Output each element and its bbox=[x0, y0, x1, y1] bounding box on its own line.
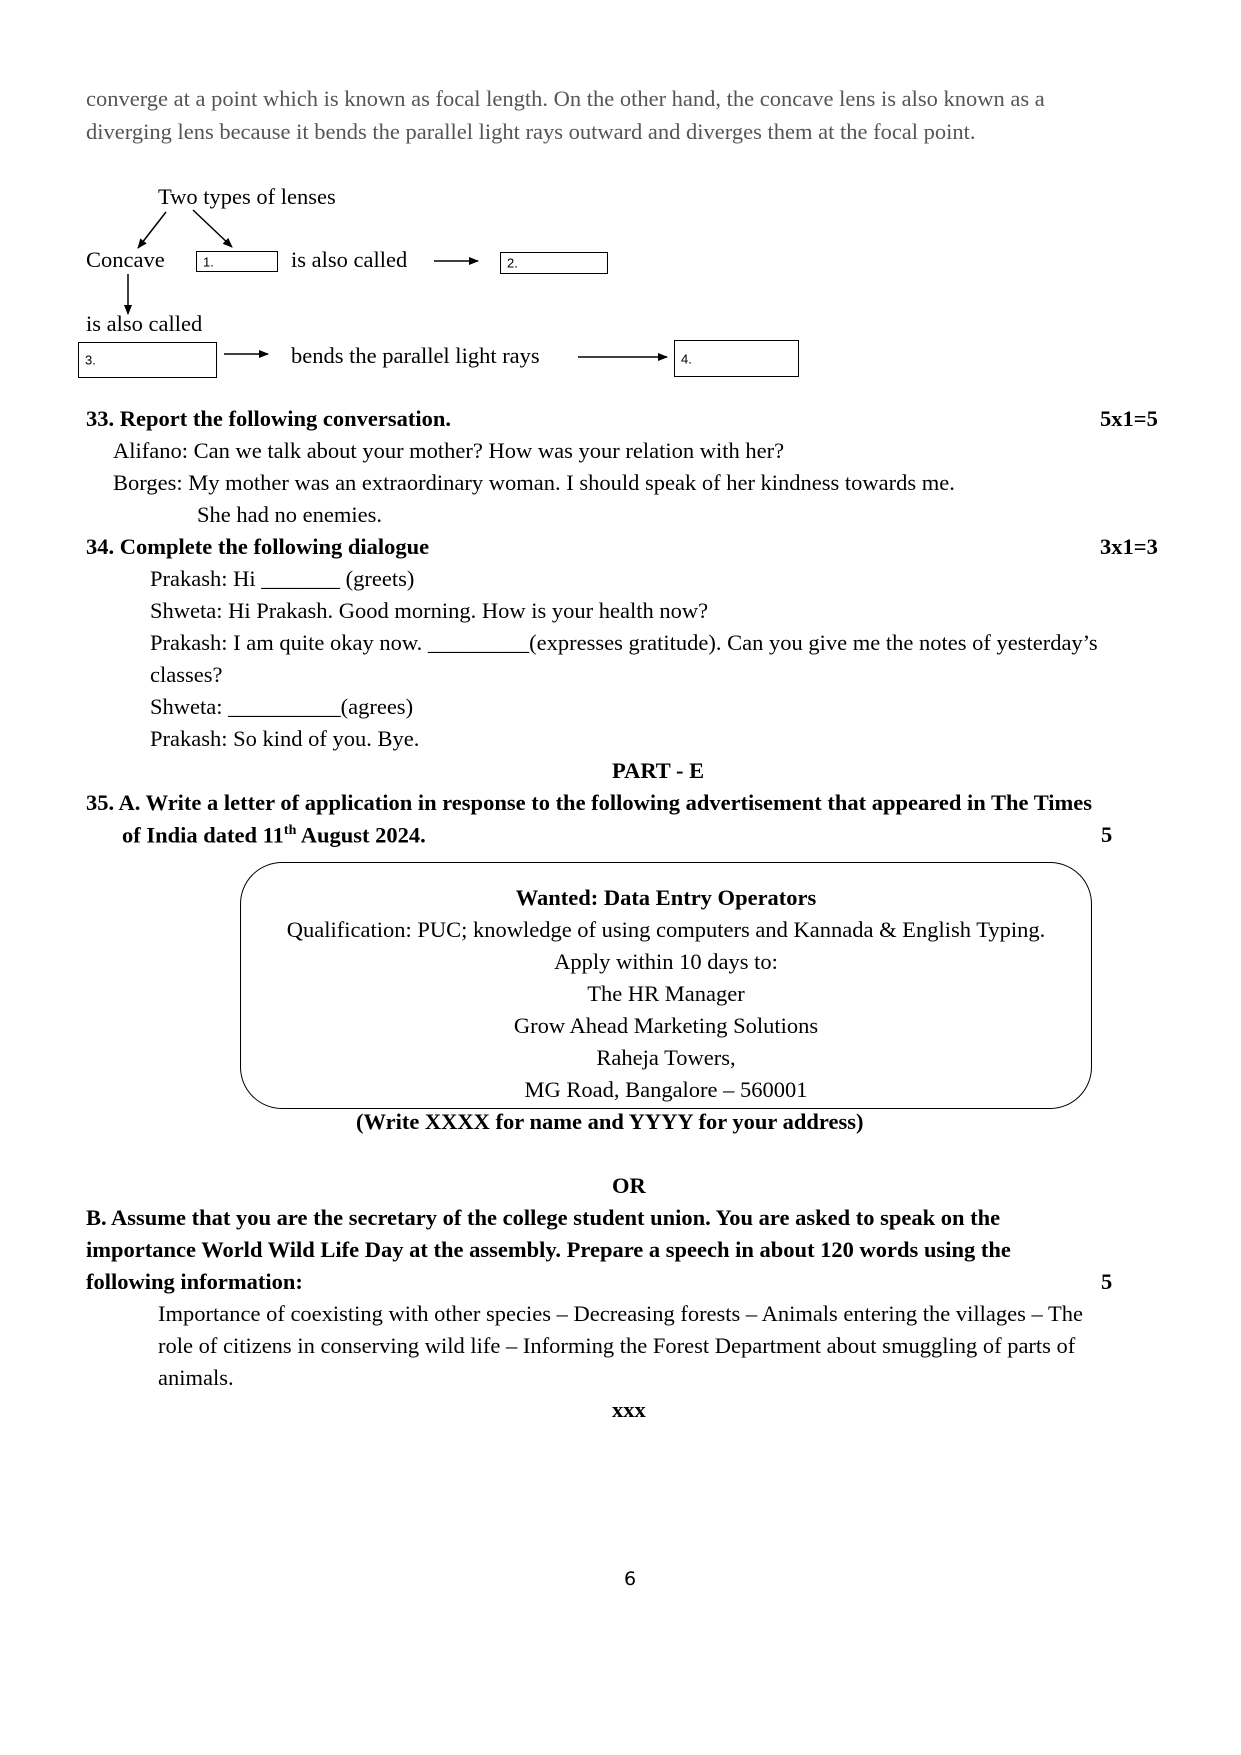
q35b-info-2: role of citizens in conserving wild life – Informing the Forest Department about smuggling of parts of bbox=[158, 1333, 1076, 1358]
q33-line-1: Alifano: Can we talk about your mother? How was your relation with her? bbox=[113, 438, 785, 463]
arrow-to-box-1 bbox=[193, 210, 232, 247]
intro-line-2: diverging lens because it bends the parallel light rays outward and diverges them at the focal point. bbox=[86, 119, 976, 144]
answer-box-2 bbox=[500, 252, 608, 274]
is-also-called-label-1: is also called bbox=[291, 247, 408, 272]
q33-line-3: She had no enemies. bbox=[197, 502, 382, 527]
is-also-called-label-2: is also called bbox=[86, 311, 203, 336]
answer-box-4-label: 4. bbox=[681, 351, 692, 366]
concave-label: Concave bbox=[86, 247, 165, 272]
arrow-to-concave bbox=[138, 212, 166, 248]
q35b-line-2: importance World Wild Life Day at the assembly. Prepare a speech in about 120 words using the bbox=[86, 1237, 1011, 1262]
answer-box-4 bbox=[674, 340, 799, 377]
ad-address-4: MG Road, Bangalore – 560001 bbox=[524, 1077, 808, 1102]
ad-address-3: Raheja Towers, bbox=[596, 1045, 736, 1070]
q35b-line-3: following information: bbox=[86, 1269, 303, 1294]
answer-box-3-label: 3. bbox=[85, 352, 96, 368]
q34-line-4: classes? bbox=[150, 662, 223, 687]
q33-heading: 33. Report the following conversation. bbox=[86, 406, 451, 431]
ad-address-1: The HR Manager bbox=[587, 981, 745, 1006]
or-separator: OR bbox=[612, 1173, 646, 1198]
answer-box-1 bbox=[196, 251, 278, 272]
q34-heading: 34. Complete the following dialogue bbox=[86, 534, 430, 559]
q34-line-2: Shweta: Hi Prakash. Good morning. How is your health now? bbox=[150, 598, 709, 623]
q35a-marks: 5 bbox=[1101, 822, 1113, 847]
q35a-line-2 bbox=[122, 824, 426, 847]
q35b-info-3: animals. bbox=[158, 1365, 234, 1390]
q35b-marks: 5 bbox=[1101, 1269, 1113, 1294]
q35a-line-2-pre: of India dated 11 bbox=[122, 822, 284, 848]
answer-box-3 bbox=[78, 342, 217, 378]
q34-line-1: Prakash: Hi _______ (greets) bbox=[150, 566, 415, 591]
ad-note: (Write XXXX for name and YYYY for your address) bbox=[356, 1109, 864, 1134]
q35a-line-2-post: August 2024. bbox=[296, 822, 426, 848]
intro-line-1: converge at a point which is known as focal length. On the other hand, the concave lens is also known as a bbox=[86, 86, 1045, 111]
q35a-line-1: 35. A. Write a letter of application in response to the following advertisement that appeared in The Times bbox=[86, 790, 1093, 815]
ad-apply: Apply within 10 days to: bbox=[554, 949, 778, 974]
q33-line-2: Borges: My mother was an extraordinary woman. I should speak of her kindness towards me. bbox=[113, 470, 955, 495]
q34-line-6: Prakash: So kind of you. Bye. bbox=[150, 726, 420, 751]
page-number: 6 bbox=[624, 1568, 637, 1590]
ad-address-2: Grow Ahead Marketing Solutions bbox=[513, 1013, 819, 1038]
answer-box-1-label: 1. bbox=[203, 254, 214, 269]
answer-box-2-label: 2. bbox=[507, 255, 518, 271]
q35b-line-1: B. Assume that you are the secretary of the college student union. You are asked to speak on the bbox=[86, 1205, 1001, 1230]
q33-marks: 5x1=5 bbox=[1100, 406, 1158, 431]
q35b-info-1: Importance of coexisting with other species – Decreasing forests – Animals entering the villages – The bbox=[158, 1301, 1083, 1326]
bends-label: bends the parallel light rays bbox=[291, 343, 540, 368]
q34-line-3: Prakash: I am quite okay now. _________(expresses gratitude). Can you give me the notes of yesterday’s bbox=[150, 630, 1098, 655]
part-e-heading: PART - E bbox=[612, 758, 705, 783]
q34-line-5: Shweta: __________(agrees) bbox=[150, 694, 414, 719]
ad-title: Wanted: Data Entry Operators bbox=[515, 885, 817, 910]
ad-qualification: Qualification: PUC; knowledge of using computers and Kannada & English Typing. bbox=[286, 917, 1046, 942]
q35a-line-2-sup: th bbox=[283, 823, 297, 838]
end-mark: xxx bbox=[612, 1397, 646, 1422]
q34-marks: 3x1=3 bbox=[1100, 534, 1158, 559]
diagram-title: Two types of lenses bbox=[158, 184, 336, 209]
